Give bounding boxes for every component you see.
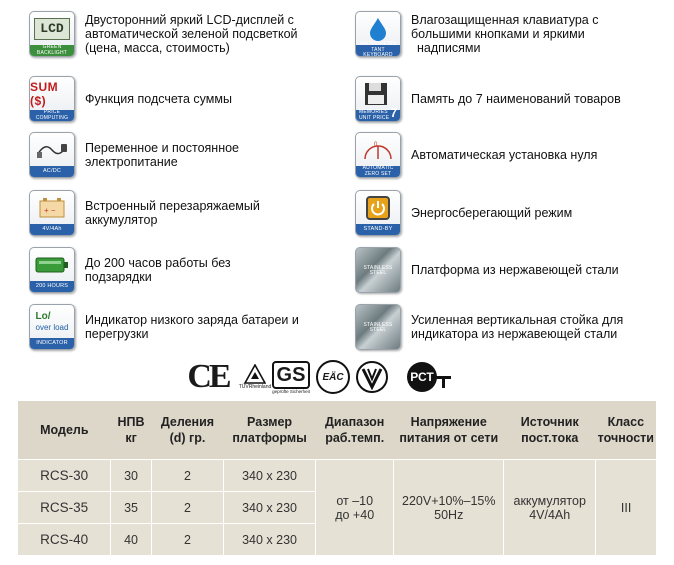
pct-mark: РСТ (396, 357, 456, 397)
header-division: Деления (d) гр. (151, 401, 223, 460)
feature-text: Влагозащищенная клавиатура с большими кнопками и яркими надписями (411, 13, 599, 55)
sum-icon: SUM ($) PRICE COMPUTING (29, 76, 75, 122)
feature-lcd (29, 11, 298, 57)
temp-range-cell: от –10 до +40 (316, 460, 394, 556)
feature-sum (29, 76, 232, 122)
low-battery-overload-icon: Lo/ over load INDICATOR (29, 304, 75, 350)
voltage-cell: 220V+10%–15% 50Hz (394, 460, 504, 556)
header-platform: Размер платформы (223, 401, 315, 460)
table-row: RCS-40 40 2 340 x 230 (18, 524, 656, 556)
rostest-mark (354, 357, 390, 397)
feature-memory (355, 76, 621, 122)
header-max-load: НПВ кг (111, 401, 152, 460)
feature-battery (29, 190, 260, 236)
feature-text: Автоматическая установка нуля (411, 148, 598, 162)
feature-water-resistant (355, 11, 598, 57)
svg-text:0: 0 (374, 141, 378, 148)
feature-200-hours (29, 247, 231, 293)
stainless-platform-icon: STAINLESS STEEL (355, 247, 401, 293)
header-model: Модель (18, 401, 111, 460)
gs-mark: GS geprüfte Sicherheit (270, 357, 312, 397)
svg-text:+ −: + − (44, 205, 56, 215)
lcd-icon: LCD GREEN BACKLIGHT (29, 11, 75, 57)
feature-text: Переменное и постоянное электропитание (85, 141, 240, 169)
header-accuracy: Класс точности (596, 401, 656, 460)
feature-stainless-pole (355, 304, 623, 350)
feature-text: До 200 часов работы без подзарядки (85, 256, 231, 284)
feature-stainless-platform (355, 247, 619, 293)
zero-gauge-icon: 0 AUTOMATIC ZERO SET (355, 132, 401, 178)
ce-mark: CE (187, 358, 229, 395)
feature-text: Память до 7 наименований товаров (411, 92, 621, 106)
feature-text: Усиленная вертикальная стойка для индикатора из нержавеющей стали (411, 313, 624, 341)
feature-text: Встроенный перезаряжаемый аккумулятор (85, 199, 260, 227)
table-header-row (18, 401, 656, 460)
feature-auto-zero (355, 132, 597, 178)
feature-standby (355, 190, 572, 236)
table-row: RCS-35 35 2 340 x 230 (18, 492, 656, 524)
feature-text: Энергосберегающий режим (411, 206, 573, 220)
feature-acdc (29, 132, 239, 178)
power-plug-icon: AC/DC (29, 132, 75, 178)
dc-source-cell: аккумулятор 4V/4Ah (504, 460, 596, 556)
header-dc-source: Источник пост.тока (504, 401, 596, 460)
accuracy-cell: III (596, 460, 656, 556)
tuv-logo: TÜVRheinland (240, 357, 270, 397)
water-drop-icon: WATER-RESIS TANT KEYBOARD (355, 11, 401, 57)
standby-icon: STAND-BY (355, 190, 401, 236)
header-temp: Диапазон раб.темп. (316, 401, 394, 460)
feature-text: Функция подсчета суммы (85, 92, 232, 106)
feature-text: Двусторонний яркий LCD-дисплей с автоматической зеленой подсветкой (цена, масса, стоимость) (85, 13, 298, 55)
table-row: RCS-30 30 2 340 x 230 от –10 до +40 220V+10%–15% 50Hz аккумулятор 4V/4Ah III (18, 460, 656, 492)
spec-table (18, 401, 656, 555)
memory-disk-icon: MEMORIES UNIT PRICE 7 (355, 76, 401, 122)
eac-mark: EÄC (316, 357, 350, 397)
stainless-pole-icon: STAINLESS STEEL (355, 304, 401, 350)
feature-low-battery-overload (29, 304, 299, 350)
feature-text: Платформа из нержавеющей стали (411, 263, 619, 277)
battery-charge-icon: 200 HOURS (29, 247, 75, 293)
feature-text: Индикатор низкого заряда батареи и перегрузки (85, 313, 299, 341)
battery-icon: + − 4V/4Ah (29, 190, 75, 236)
header-voltage: Напряжение питания от сети (394, 401, 504, 460)
